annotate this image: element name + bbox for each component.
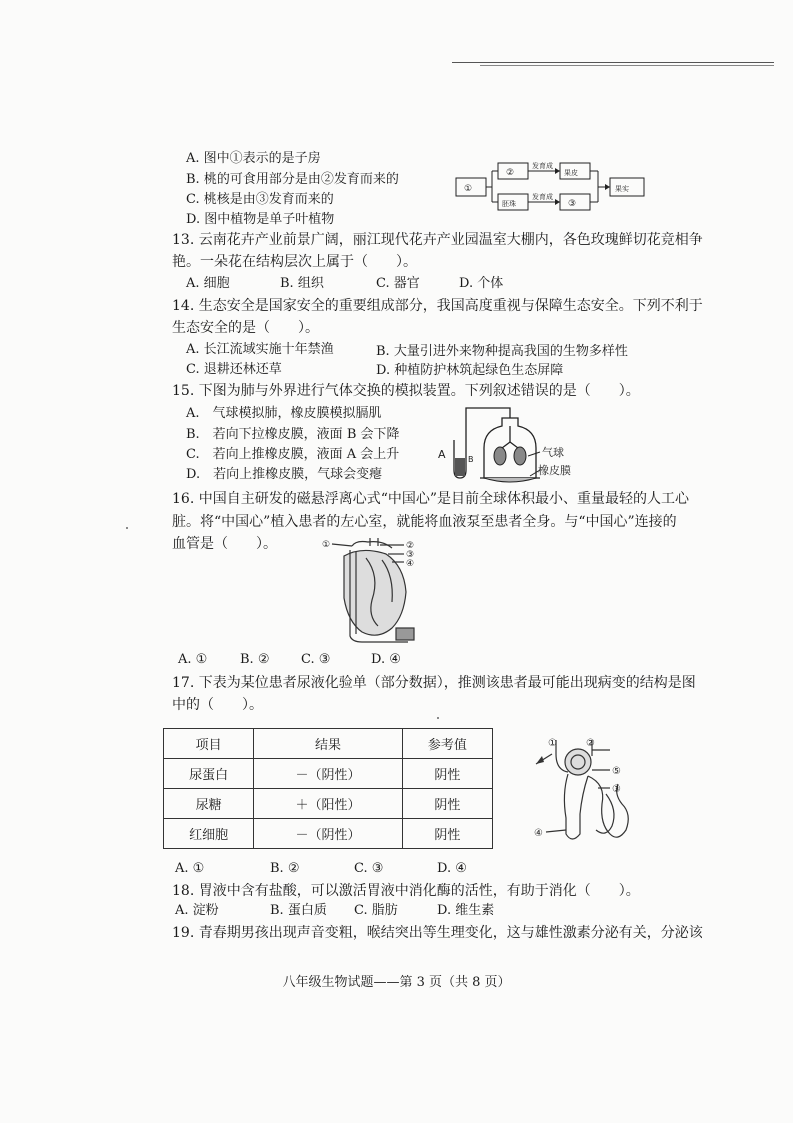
q14-option-b: B. 大量引进外来物种提高我国的生物多样性 bbox=[376, 344, 628, 359]
flower-development-diagram bbox=[448, 158, 694, 216]
table-row bbox=[164, 819, 493, 849]
q15-option-c: C. 若向上推橡皮膜，液面 A 会上升 bbox=[186, 447, 400, 462]
table-cell: 阴性 bbox=[402, 759, 492, 789]
q17-option-d: D. ④ bbox=[437, 861, 467, 876]
nephron-label-5: ⑤ bbox=[612, 766, 621, 777]
q15-option-b: B. 若向下拉橡皮膜，液面 B 会下降 bbox=[186, 427, 400, 442]
q17-stem-2: 中的（ ）。 bbox=[172, 697, 263, 713]
table-cell: －（阴性） bbox=[254, 759, 403, 789]
diagram-label-peizhu: 胚珠 bbox=[502, 200, 516, 208]
q17-stem-1: 17. 下表为某位患者尿液化验单（部分数据），推测该患者最可能出现病变的结构是图 bbox=[172, 675, 696, 691]
top-rule-2 bbox=[480, 65, 774, 66]
q18-option-a: A. 淀粉 bbox=[175, 903, 219, 918]
q13-option-d: D. 个体 bbox=[459, 276, 504, 291]
q14-option-a: A. 长江流域实施十年禁渔 bbox=[186, 342, 334, 357]
diagram-label-3: ③ bbox=[568, 199, 577, 209]
speck bbox=[437, 717, 439, 719]
diagram-label-guopi: 果皮 bbox=[564, 169, 578, 177]
table-cell: 阴性 bbox=[402, 789, 492, 819]
q14-option-c: C. 退耕还林还草 bbox=[186, 362, 282, 377]
table-cell: 红细胞 bbox=[164, 819, 254, 849]
table-header: 结果 bbox=[254, 729, 403, 759]
q17-option-a: A. ① bbox=[175, 861, 205, 876]
nephron-label-2: ② bbox=[586, 738, 595, 749]
q16-option-d: D. ④ bbox=[371, 652, 401, 667]
q13-option-a: A. 细胞 bbox=[186, 276, 230, 291]
table-row bbox=[164, 759, 493, 789]
heart-label-4: ④ bbox=[406, 559, 415, 569]
q16-option-b: B. ② bbox=[240, 652, 270, 667]
q13-option-c: C. 器官 bbox=[376, 276, 420, 291]
q16-option-c: C. ③ bbox=[301, 652, 331, 667]
q18-option-b: B. 蛋白质 bbox=[270, 903, 327, 918]
q14-stem-1: 14. 生态安全是国家安全的重要组成部分，我国高度重视与保障生态安全。下列不利于 bbox=[172, 298, 703, 314]
top-rule bbox=[452, 62, 774, 63]
speck bbox=[126, 527, 128, 529]
tube-label-b: B bbox=[468, 455, 474, 464]
diagram-label-dev1: 发育成 bbox=[532, 162, 553, 170]
table-header: 参考值 bbox=[402, 729, 492, 759]
q13-option-b: B. 组织 bbox=[280, 276, 324, 291]
heart-label-3: ③ bbox=[406, 550, 415, 560]
diagram-label-guoshi: 果实 bbox=[615, 185, 629, 193]
q15-option-d: D. 若向上推橡皮膜，气球会变瘪 bbox=[186, 467, 383, 482]
table-header: 项目 bbox=[164, 729, 254, 759]
q12-option-a: A. 图中①表示的是子房 bbox=[186, 151, 321, 166]
table-row bbox=[164, 789, 493, 819]
q16-stem-2: 脏。将“中国心”植入患者的左心室，就能将血液泵至患者全身。与“中国心”连接的 bbox=[172, 514, 677, 530]
nephron-label-1: ① bbox=[548, 738, 557, 749]
heart-label-2: ② bbox=[406, 541, 415, 551]
membrane-label: 橡皮膜 bbox=[538, 464, 571, 477]
balloon-label: 气球 bbox=[542, 446, 564, 459]
q12-option-c: C. 桃核是由③发育而来的 bbox=[186, 192, 334, 207]
q12-option-d: D. 图中植物是单子叶植物 bbox=[186, 212, 335, 227]
q16-option-a: A. ① bbox=[178, 652, 208, 667]
q17-option-b: B. ② bbox=[270, 861, 300, 876]
q18-option-c: C. 脂肪 bbox=[354, 903, 398, 918]
q13-stem-2: 艳。一朵花在结构层次上属于（ ）。 bbox=[172, 254, 417, 270]
table-cell: ＋（阳性） bbox=[254, 789, 403, 819]
diagram-label-dev2: 发育成 bbox=[532, 193, 553, 201]
tube-label-a: A bbox=[438, 448, 446, 461]
q12-option-b: B. 桃的可食用部分是由②发育而来的 bbox=[186, 172, 399, 187]
q18-stem: 18. 胃液中含有盐酸，可以激活胃液中消化酶的活性，有助于消化（ ）。 bbox=[172, 883, 640, 899]
artificial-heart-figure bbox=[322, 536, 422, 648]
table-cell: 尿蛋白 bbox=[164, 759, 254, 789]
nephron-label-4: ④ bbox=[534, 828, 543, 839]
q19-stem: 19. 青春期男孩出现声音变粗，喉结突出等生理变化，这与雄性激素分泌有关，分泌该 bbox=[172, 925, 703, 941]
q13-stem-1: 13. 云南花卉产业前景广阔，丽江现代花卉产业园温室大棚内，各色玫瑰鲜切花竞相争 bbox=[172, 232, 703, 248]
heart-label-1: ① bbox=[322, 540, 331, 550]
diagram-label-2: ② bbox=[506, 168, 515, 178]
q14-stem-2: 生态安全的是（ ）。 bbox=[172, 320, 319, 336]
nephron-figure bbox=[522, 734, 642, 856]
table-cell: －（阴性） bbox=[254, 819, 403, 849]
page-footer: 八年级生物试题——第 3 页（共 8 页） bbox=[282, 975, 511, 990]
q17-option-c: C. ③ bbox=[354, 861, 384, 876]
urinalysis-table bbox=[163, 728, 493, 849]
lung-model-figure bbox=[432, 400, 592, 486]
q16-stem-1: 16. 中国自主研发的磁悬浮离心式“中国心”是目前全球体积最小、重量最轻的人工心 bbox=[172, 491, 690, 507]
table-cell: 尿糖 bbox=[164, 789, 254, 819]
q16-stem-3: 血管是（ ）。 bbox=[172, 536, 277, 552]
table-header-row bbox=[164, 729, 493, 759]
q14-option-d: D. 种植防护林筑起绿色生态屏障 bbox=[376, 363, 564, 378]
table-cell: 阴性 bbox=[402, 819, 492, 849]
diagram-label-1: ① bbox=[464, 184, 473, 194]
q15-option-a: A. 气球模拟肺，橡皮膜模拟膈肌 bbox=[186, 406, 382, 421]
nephron-label-3: ③ bbox=[612, 784, 621, 795]
q18-option-d: D. 维生素 bbox=[437, 903, 495, 918]
q15-stem: 15. 下图为肺与外界进行气体交换的模拟装置。下列叙述错误的是（ ）。 bbox=[172, 383, 640, 399]
